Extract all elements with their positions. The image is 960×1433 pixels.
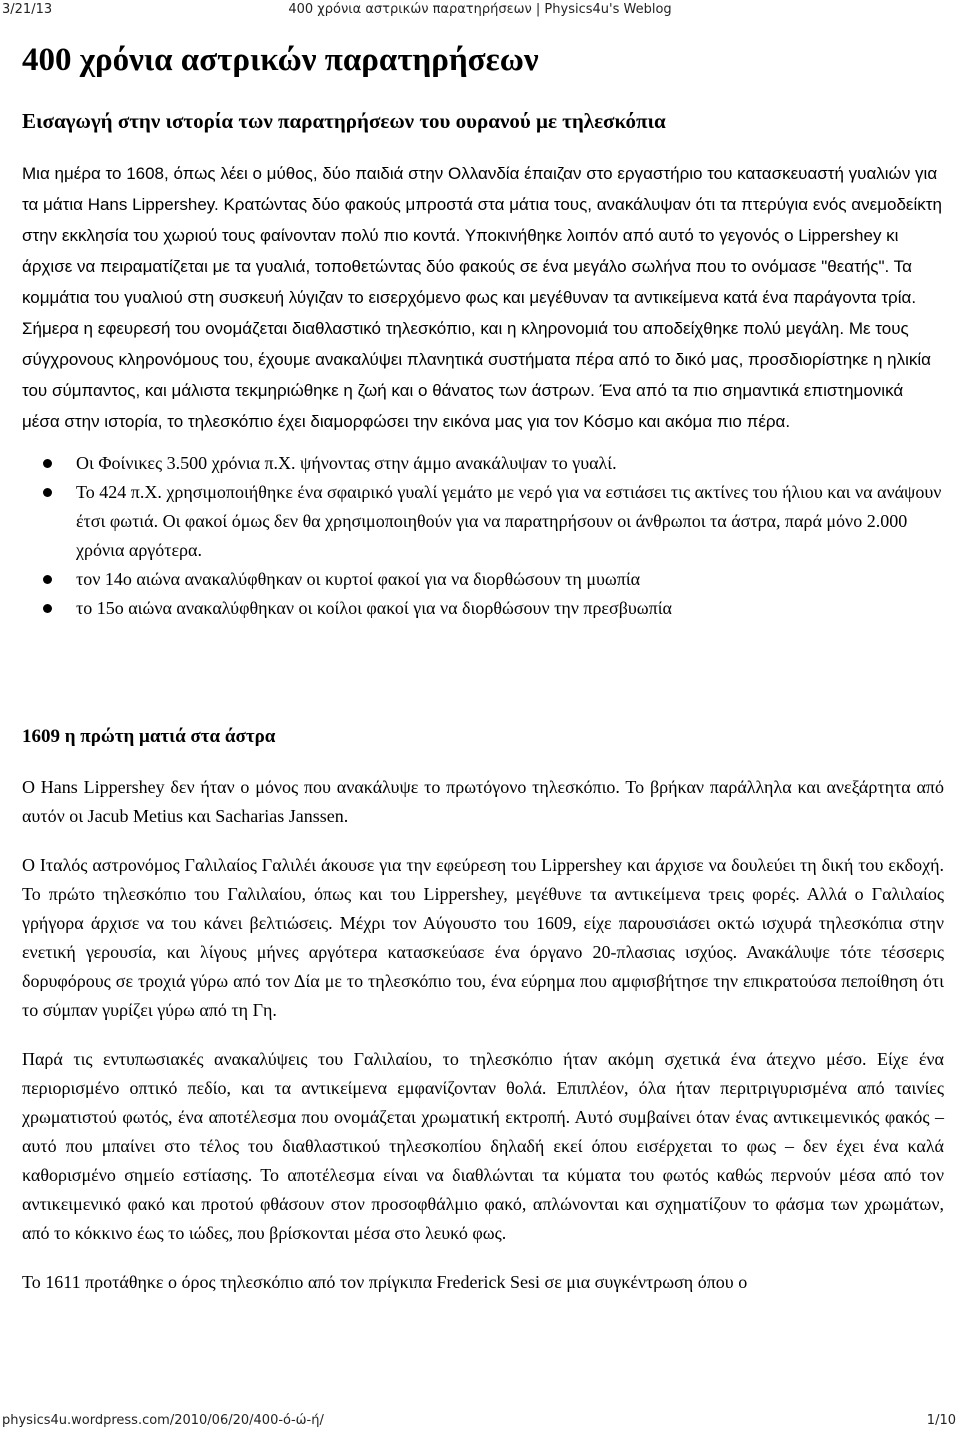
print-header — [0, 0, 960, 22]
list-item: το 15ο αιώνα ανακαλύφθηκαν οι κοίλοι φακοί για να διορθώσουν την πρεσβυωπία — [76, 594, 944, 623]
facts-list — [22, 449, 944, 623]
body-paragraph: Ο Hans Lippershey δεν ήταν ο μόνος που ανακάλυψε το πρωτόγονο τηλεσκόπιο. Το βρήκαν παράλληλα και ανεξάρτητα από αυτόν οι Jacub Metius και Sacharias Janssen. — [22, 777, 944, 826]
body-paragraph: Ο Ιταλός αστρονόμος Γαλιλαίος Γαλιλέι άκουσε για την εφεύρεση του Lippershey και άρχισε να δουλεύει τη δική του εκδοχή. Το πρώτο τηλεσκόπιο του Γαλιλαίου, όπως και του Lippershey, μεγέθυνε τα αντικείμενα τρεις φορές. Αλλά ο Γαλιλαίος γρήγορα άρχισε να του κάνει βελτιώσεις. Μέχρι τον Αύγουστο του 1609, είχε παρουσιάσει οκτώ ισχυρά τηλεσκόπια στην ενετική γερουσία, και λίγους μήνες αργότερα κατασκεύασε ένα όργανο 20-πλασιας ισχύος. Ανακάλυψε τότε τέσσερις δορυφόρους σε τροχιά γύρω από τον Δία με το τηλεσκόπιο του, ένα εύρημα που αμφισβήτησε την επικρατούσα πεποίθηση ότι το σύμπαν γυρίζει γύρω από τη Γη. — [22, 855, 944, 1020]
print-footer — [0, 1411, 960, 1431]
article — [22, 30, 944, 1297]
page-number: 1/10 — [926, 1413, 956, 1428]
section-title: 1609 η πρώτη ματιά στα άστρα — [22, 726, 276, 747]
list-item: τον 14ο αιώνα ανακαλύφθηκαν οι κυρτοί φακοί για να διορθώσουν τη μυωπία — [76, 565, 944, 594]
list-item: Το 424 π.Χ. χρησιμοποιήθηκε ένα σφαιρικό γυαλί γεμάτο με νερό για να εστιάσει τις ακτίνες του ήλιου και να ανάψουν έτσι φωτιά. Οι φακοί όμως δεν θα χρησιμοποιηθούν για να παρατηρήσουν οι άνθρωποι τα άστρα, παρά μόνο 2.000 χρόνια αργότερα. — [76, 478, 944, 565]
body-paragraph: Το 1611 προτάθηκε ο όρος τηλεσκόπιο από τον πρίγκιπα Frederick Sesi σε μια συγκέντρωση όπου ο — [22, 1272, 748, 1292]
intro-paragraph: Μια ημέρα το 1608, όπως λέει ο μύθος, δύο παιδιά στην Ολλανδία έπαιζαν στο εργαστήριο του κατασκευαστή γυαλιών για τα μάτια Hans Lippershey. Κρατώντας δύο φακούς μπροστά στα μάτια τους, ανακάλυψαν ότι τα πτερύγια ενός ανεμοδείκτη στην εκκλησία του χωριού τους φαίνονταν πολύ πιο κοντά. Υποκινήθηκε λοιπόν από αυτό το γεγονός ο Lippershey κι άρχισε να πειραματίζεται με τα γυαλιά, τοποθετώντας δύο φακούς σε ένα μεγάλο σωλήνα που το ονόμασε "θεατής". Τα κομμάτια του γυαλιού στη συσκευή λύγιζαν το εισερχόμενο φως και μεγέθυναν τα αντικείμενα κατά ένα παράγοντα τρία. Σήμερα η εφευρεσή του ονομάζεται διαθλαστικό τηλεσκόπιο, και η κληρονομιά του αποδείχθηκε πολύ μεγάλη. Με τους σύγχρονους κληρονόμους του, έχουμε ανακαλύψει πλανητικά συστήματα πέρα από το δικό μας, προσδιορίστηκε η ηλικία του σύμπαντος, και μάλιστα τεκμηριώθηκε η ζωή και ο θάνατος των άστρων. Ένα από τα πιο σημαντικά επιστημονικά μέσα στην ιστορία, το τηλεσκόπιο έχει διαμορφώσει την εικόνα μας για τον Κόσμο και ακόμα πιο πέρα. — [22, 164, 942, 431]
print-page-title: 400 χρόνια αστρικών παρατηρήσεων | Physics4u's Weblog — [288, 2, 672, 17]
article-title: 400 χρόνια αστρικών παρατηρήσεων — [22, 42, 539, 78]
body-paragraph: Παρά τις εντυπωσιακές ανακαλύψεις του Γαλιλαίου, το τηλεσκόπιο ήταν ακόμη σχετικά ένα άτεχνο μέσο. Είχε ένα περιορισμένο οπτικό πεδίο, και τα αντικείμενα εμφανίζονταν θολά. Επιπλέον, όλα ήταν περιτριγυρισμένα από ταινίες χρωματιστού φωτός, ένα αποτέλεσμα που ονομάζεται χρωματική εκτροπή. Αυτό συμβαίνει όταν ένας αντικειμενικός φακός – αυτό που μπαίνει στο τέλος του διαθλαστικού τηλεσκοπίου δηλαδή εκεί όπου εισέρχεται το φως – δεν έχει ένα καλά καθορισμένο σημείο εστίασης. Το αποτέλεσμα είναι να διαθλώνται τα κύματα του φωτός καθώς περνούν μέσα από τον αντικειμενικό φακό και προτού φθάσουν στον προσοφθάλμιο φακό, απλώνονται και σχηματίζουν το φάσμα των χρωμάτων, από το κόκκινο έως το ιώδες, που βρίσκονται μέσα στο λευκό φως. — [22, 1049, 944, 1243]
print-date: 3/21/13 — [2, 2, 53, 17]
article-subtitle: Εισαγωγή στην ιστορία των παρατηρήσεων του ουρανού με τηλεσκόπια — [22, 109, 666, 133]
print-url: physics4u.wordpress.com/2010/06/20/400-ό-ώ-ή/ — [2, 1413, 324, 1428]
list-item: Οι Φοίνικες 3.500 χρόνια π.Χ. ψήνοντας στην άμμο ανακάλυψαν το γυαλί. — [76, 449, 944, 478]
